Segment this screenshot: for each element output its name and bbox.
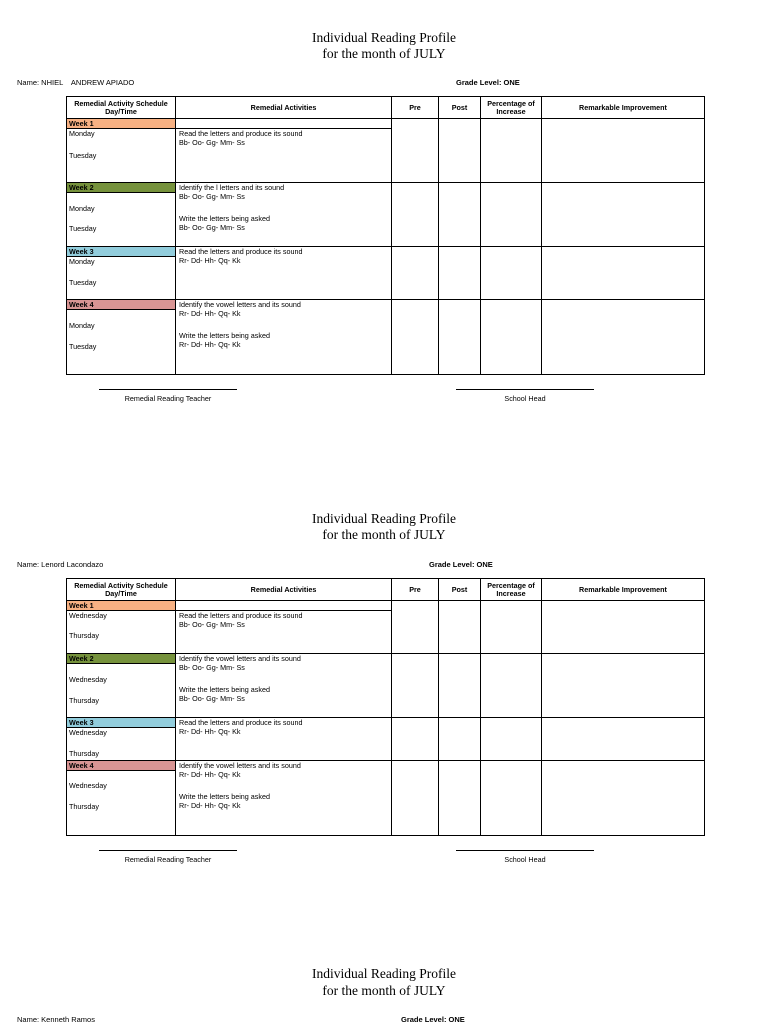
post-score-cell[interactable] <box>439 761 481 836</box>
remarks-cell[interactable] <box>542 761 705 836</box>
profile-1-subtitle: for the month of JULY <box>322 46 446 61</box>
week-label: Week 4 <box>67 300 175 310</box>
schedule-cell <box>67 247 176 300</box>
day-label: Monday <box>69 129 95 138</box>
activity-text: Identify the vowel letters and its sound <box>179 654 301 663</box>
week-label: Week 1 <box>67 119 175 129</box>
remarks-cell[interactable] <box>542 247 705 300</box>
profile-2-student-name: Name: Lenord Lacondazo <box>17 560 104 569</box>
week-label: Week 4 <box>67 761 175 771</box>
profile-2-subtitle: for the month of JULY <box>322 527 446 542</box>
day-label: Thursday <box>69 749 99 758</box>
header-remarks: Remarkable Improvement <box>542 579 705 601</box>
pre-score-cell[interactable] <box>392 183 439 247</box>
percentage-cell[interactable] <box>481 300 542 375</box>
table-row <box>67 654 705 718</box>
pre-score-cell[interactable] <box>392 601 439 654</box>
signature-line <box>456 850 594 851</box>
head-signature-block <box>456 389 594 403</box>
head-signature-label: School Head <box>504 394 546 403</box>
post-score-cell[interactable] <box>439 654 481 718</box>
header-post: Post <box>439 579 481 601</box>
schedule-cell <box>67 761 176 836</box>
post-score-cell[interactable] <box>439 119 481 183</box>
activities-cell <box>176 119 392 183</box>
activity-text: Rr- Dd- Hh- Qq- Kk <box>179 727 241 736</box>
day-label: Thursday <box>69 696 99 705</box>
activity-text: Identify the l letters and its sound <box>179 183 285 192</box>
pre-score-cell[interactable] <box>392 300 439 375</box>
activity-text: Bb- Oo- Gg- Mm- Ss <box>179 694 245 703</box>
activity-text: Write the letters being asked <box>179 331 270 340</box>
remarks-cell[interactable] <box>542 601 705 654</box>
week-label: Week 3 <box>67 718 175 728</box>
pre-score-cell[interactable] <box>392 247 439 300</box>
percentage-cell[interactable] <box>481 601 542 654</box>
day-label: Wednesday <box>69 611 107 620</box>
activities-cell <box>176 247 392 300</box>
activity-text: Write the letters being asked <box>179 214 270 223</box>
profile-1-table <box>66 96 705 375</box>
day-label: Monday <box>69 204 95 213</box>
week-label: Week 3 <box>67 247 175 257</box>
day-label: Wednesday <box>69 781 107 790</box>
table-row <box>67 601 705 654</box>
header-activities: Remedial Activities <box>176 579 392 601</box>
post-score-cell[interactable] <box>439 718 481 761</box>
header-post: Post <box>439 97 481 119</box>
activities-cell <box>176 654 392 718</box>
activity-text: Bb- Oo- Gg- Mm- Ss <box>179 223 245 232</box>
activity-text: Write the letters being asked <box>179 685 270 694</box>
day-label: Monday <box>69 321 95 330</box>
activities-cell <box>176 718 392 761</box>
remarks-cell[interactable] <box>542 183 705 247</box>
teacher-signature-block <box>99 850 237 864</box>
day-label: Wednesday <box>69 675 107 684</box>
activity-text: Rr- Dd- Hh- Qq- Kk <box>179 256 241 265</box>
table-header-row <box>67 579 705 601</box>
post-score-cell[interactable] <box>439 183 481 247</box>
profile-2-title: Individual Reading Profile <box>312 511 456 526</box>
activity-text: Read the letters and produce its sound <box>179 129 303 138</box>
head-signature-label: School Head <box>504 855 546 864</box>
activity-text: Read the letters and produce its sound <box>179 611 303 620</box>
header-pre: Pre <box>392 97 439 119</box>
table-row <box>67 183 705 247</box>
table-header-row <box>67 97 705 119</box>
pre-score-cell[interactable] <box>392 718 439 761</box>
day-label: Thursday <box>69 802 99 811</box>
percentage-cell[interactable] <box>481 654 542 718</box>
post-score-cell[interactable] <box>439 247 481 300</box>
activity-text: Rr- Dd- Hh- Qq- Kk <box>179 340 241 349</box>
schedule-cell <box>67 718 176 761</box>
header-schedule: Remedial Activity Schedule Day/Time <box>67 97 176 119</box>
activity-text: Identify the vowel letters and its sound <box>179 300 301 309</box>
day-label: Thursday <box>69 631 99 640</box>
profile-2-table <box>66 578 705 836</box>
table-row <box>67 718 705 761</box>
remarks-cell[interactable] <box>542 119 705 183</box>
schedule-cell <box>67 300 176 375</box>
activity-text: Read the letters and produce its sound <box>179 247 303 256</box>
activity-text: Write the letters being asked <box>179 792 270 801</box>
profile-1-grade-level: Grade Level: ONE <box>456 78 520 87</box>
schedule-cell <box>67 183 176 247</box>
header-percentage: Percentage of Increase <box>481 97 542 119</box>
day-label: Tuesday <box>69 151 97 160</box>
day-label: Tuesday <box>69 342 97 351</box>
activity-text: Identify the vowel letters and its sound <box>179 761 301 770</box>
activity-text: Rr- Dd- Hh- Qq- Kk <box>179 801 241 810</box>
signature-line <box>99 389 237 390</box>
profile-3-subtitle: for the month of JULY <box>322 983 446 998</box>
week-label: Week 2 <box>67 654 175 664</box>
activity-text: Bb- Oo- Gg- Mm- Ss <box>179 192 245 201</box>
percentage-cell[interactable] <box>481 761 542 836</box>
percentage-cell[interactable] <box>481 119 542 183</box>
schedule-cell <box>67 601 176 654</box>
activity-text: Read the letters and produce its sound <box>179 718 303 727</box>
activities-cell <box>176 601 392 654</box>
table-row <box>67 247 705 300</box>
profile-1-student-name: Name: NHIEL ANDREW APIADO <box>17 78 135 87</box>
activity-text: Bb- Oo- Gg- Mm- Ss <box>179 138 245 147</box>
percentage-cell[interactable] <box>481 718 542 761</box>
week-label: Week 2 <box>67 183 175 193</box>
teacher-signature-label: Remedial Reading Teacher <box>124 394 212 403</box>
activities-cell <box>176 761 392 836</box>
week-label: Week 1 <box>67 601 175 611</box>
activities-cell <box>176 183 392 247</box>
teacher-signature-label: Remedial Reading Teacher <box>124 855 212 864</box>
profile-3-student-name: Name: Kenneth Ramos <box>17 1015 95 1024</box>
signature-line <box>456 389 594 390</box>
profile-3-grade-level: Grade Level: ONE <box>401 1015 465 1024</box>
header-activities: Remedial Activities <box>176 97 392 119</box>
head-signature-block <box>456 850 594 864</box>
activity-text: Rr- Dd- Hh- Qq- Kk <box>179 309 241 318</box>
activity-text: Bb- Oo- Gg- Mm- Ss <box>179 663 245 672</box>
day-label: Wednesday <box>69 728 107 737</box>
activities-cell <box>176 300 392 375</box>
table-row <box>67 300 705 375</box>
day-label: Tuesday <box>69 278 97 287</box>
pre-score-cell[interactable] <box>392 654 439 718</box>
day-label: Tuesday <box>69 224 97 233</box>
profile-2-grade-level: Grade Level: ONE <box>429 560 493 569</box>
header-pre: Pre <box>392 579 439 601</box>
remarks-cell[interactable] <box>542 718 705 761</box>
percentage-cell[interactable] <box>481 183 542 247</box>
remarks-cell[interactable] <box>542 654 705 718</box>
post-score-cell[interactable] <box>439 601 481 654</box>
activity-text: Bb- Oo- Gg- Mm- Ss <box>179 620 245 629</box>
pre-score-cell[interactable] <box>392 761 439 836</box>
activity-text: Rr- Dd- Hh- Qq- Kk <box>179 770 241 779</box>
post-score-cell[interactable] <box>439 300 481 375</box>
schedule-cell <box>67 119 176 183</box>
day-label: Monday <box>69 257 95 266</box>
header-percentage: Percentage of Increase <box>481 579 542 601</box>
header-schedule: Remedial Activity Schedule Day/Time <box>67 579 176 601</box>
schedule-cell <box>67 654 176 718</box>
signature-line <box>99 850 237 851</box>
table-row <box>67 761 705 836</box>
remarks-cell[interactable] <box>542 300 705 375</box>
percentage-cell[interactable] <box>481 247 542 300</box>
header-remarks: Remarkable Improvement <box>542 97 705 119</box>
profile-1-title: Individual Reading Profile <box>312 30 456 45</box>
teacher-signature-block <box>99 389 237 403</box>
table-row <box>67 119 705 183</box>
pre-score-cell[interactable] <box>392 119 439 183</box>
profile-3-title: Individual Reading Profile <box>312 966 456 981</box>
